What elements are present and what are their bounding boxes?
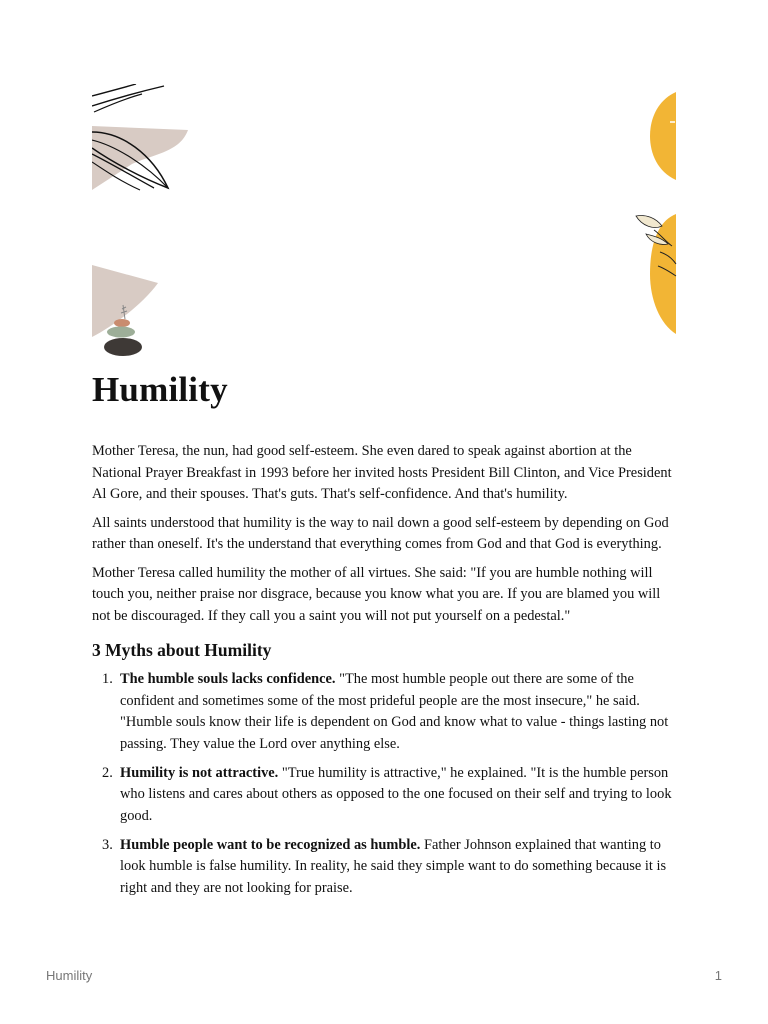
- list-item: [102, 835, 677, 900]
- myth-text: "The most humble people out there are some of the confident and sometimes some of the most prideful people are the most insecure," he said. "Humble souls know their life is dependent on God and know what to value - things lasting not passing. They value the Lord over anything else.: [120, 671, 669, 752]
- section-heading: 3 Myths about Humility: [92, 640, 272, 660]
- page-number: 1: [714, 968, 722, 983]
- myth-lead: The humble souls lacks confidence.: [120, 671, 336, 687]
- yellow-leaf-circle-decoration: [632, 208, 678, 336]
- paragraph: Mother Teresa called humility the mother of all virtues. She said: "If you are humble nothing will touch you, neither praise nor disgrace, because you know what you are. If you are blamed you will not be discouraged. If they call you a saint you will not put yourself on a pedestal.": [92, 564, 661, 624]
- list-number: 3.: [102, 836, 113, 853]
- paragraph: All saints understood that humility is the way to nail down a good self-esteem by depending on God rather than oneself. It's the understand that everything comes from God and that God is everything.: [92, 514, 669, 552]
- footer-title: Humility: [46, 968, 93, 983]
- page-title: Humility: [92, 370, 228, 409]
- list-number: 1.: [102, 671, 113, 687]
- leaf-illustration: [92, 84, 192, 199]
- myths-list: [92, 669, 677, 899]
- list-number: 2.: [102, 764, 113, 781]
- myth-text: "True humility is attractive," he explained. "It is the humble person who listens and cares about others as opposed to the one focused on their self and trying to look good.: [120, 764, 672, 824]
- list-item: [102, 763, 677, 828]
- list-item: [102, 669, 677, 755]
- paragraph: Mother Teresa, the nun, had good self-esteem. She even dared to speak against abortion at the National Prayer Breakfast in 1993 before her invited hosts President Bill Clinton, and Vice President Al Gore, and their spouses. That's guts. That's self-confidence. And that's humility.: [92, 443, 672, 502]
- stacked-stones-illustration: [92, 265, 162, 360]
- myth-lead: Humility is not attractive.: [120, 764, 279, 781]
- myth-lead: Humble people want to be recognized as humble.: [120, 836, 421, 853]
- myth-text: Father Johnson explained that wanting to look humble is false humility. In reality, he said they simple want to do something because it is right and they are not looking for praise.: [120, 836, 667, 896]
- yellow-circle-decoration: [648, 92, 678, 182]
- document-body: [92, 441, 677, 907]
